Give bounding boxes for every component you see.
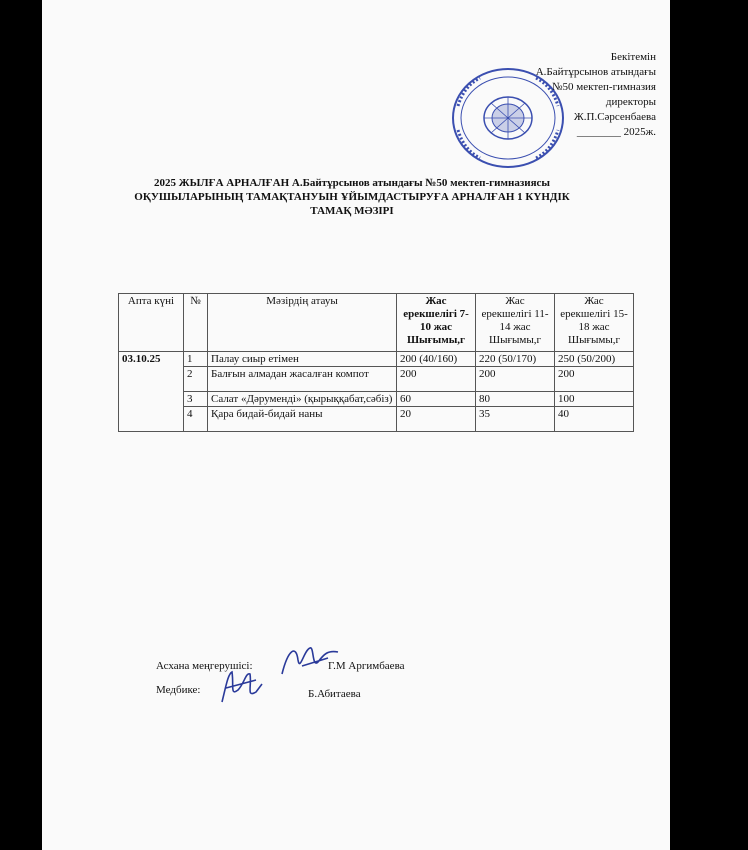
title-line-3: ТАМАҚ МӘЗІРІ bbox=[310, 205, 394, 217]
nurse-label: Медбике: bbox=[156, 684, 201, 696]
row-age2: 220 (50/170) bbox=[476, 352, 555, 367]
nurse-signature bbox=[216, 666, 266, 706]
approval-line: Ж.П.Сәрсенбаева bbox=[573, 111, 656, 123]
row-age1: 200 (40/160) bbox=[397, 352, 476, 367]
header-menu-name: Мәзірдің атауы bbox=[208, 294, 397, 352]
row-age3: 200 bbox=[555, 367, 634, 392]
approval-line: ________ 2025ж. bbox=[576, 126, 656, 138]
approval-block bbox=[536, 50, 656, 140]
title-line-1: 2025 ЖЫЛҒА АРНАЛҒАН А.Байтұрсынов атындағы №50 мектеп-гимназиясы bbox=[153, 177, 551, 189]
row-age2: 35 bbox=[476, 407, 555, 432]
row-age2: 80 bbox=[476, 392, 555, 407]
table-header-row bbox=[119, 294, 634, 352]
document-title bbox=[132, 176, 572, 218]
header-day: Апта күні bbox=[119, 294, 184, 352]
row-number: 4 bbox=[184, 407, 208, 432]
header-age-15-18: Жас ерекшелігі 15-18 жас Шығымы,г bbox=[555, 294, 634, 352]
chef-label: Асхана меңгерушісі: bbox=[156, 660, 253, 672]
header-age-7-10: Жас ерекшелігі 7-10 жас Шығымы,г bbox=[397, 294, 476, 352]
approval-line: А.Байтұрсынов атындағы bbox=[535, 66, 656, 78]
date-cell: 03.10.25 bbox=[119, 352, 184, 432]
table-row bbox=[119, 407, 634, 432]
approval-line: №50 мектеп-гимназия bbox=[552, 81, 656, 93]
row-number: 2 bbox=[184, 367, 208, 392]
row-name: Палау сиыр етімен bbox=[208, 352, 397, 367]
row-name: Балғын алмадан жасалған компот bbox=[208, 367, 397, 392]
header-number: № bbox=[184, 294, 208, 352]
title-line-2: ОҚУШЫЛАРЫНЫҢ ТАМАҚТАНУЫН ҰЙЫМДАСТЫРУҒА АРНАЛҒАН 1 КҮНДІК bbox=[134, 191, 570, 203]
row-number: 1 bbox=[184, 352, 208, 367]
row-age3: 40 bbox=[555, 407, 634, 432]
approval-line: директоры bbox=[605, 96, 656, 108]
table-row bbox=[119, 392, 634, 407]
row-age1: 20 bbox=[397, 407, 476, 432]
document-page bbox=[42, 0, 670, 850]
header-age-11-14: Жас ерекшелігі 11-14 жас Шығымы,г bbox=[476, 294, 555, 352]
row-name: Салат «Дәрумендi» (қырыққабат,сәбіз) bbox=[208, 392, 397, 407]
table-row bbox=[119, 367, 634, 392]
chef-name: Г.М Аргимбаева bbox=[328, 660, 405, 672]
row-age1: 60 bbox=[397, 392, 476, 407]
approval-line: Бекітемін bbox=[610, 51, 656, 63]
row-age1: 200 bbox=[397, 367, 476, 392]
row-age2: 200 bbox=[476, 367, 555, 392]
row-age3: 250 (50/200) bbox=[555, 352, 634, 367]
row-age3: 100 bbox=[555, 392, 634, 407]
menu-table bbox=[118, 293, 634, 432]
nurse-name: Б.Абитаева bbox=[308, 688, 361, 700]
row-name: Қара бидай-бидай наны bbox=[208, 407, 397, 432]
row-number: 3 bbox=[184, 392, 208, 407]
table-row bbox=[119, 352, 634, 367]
